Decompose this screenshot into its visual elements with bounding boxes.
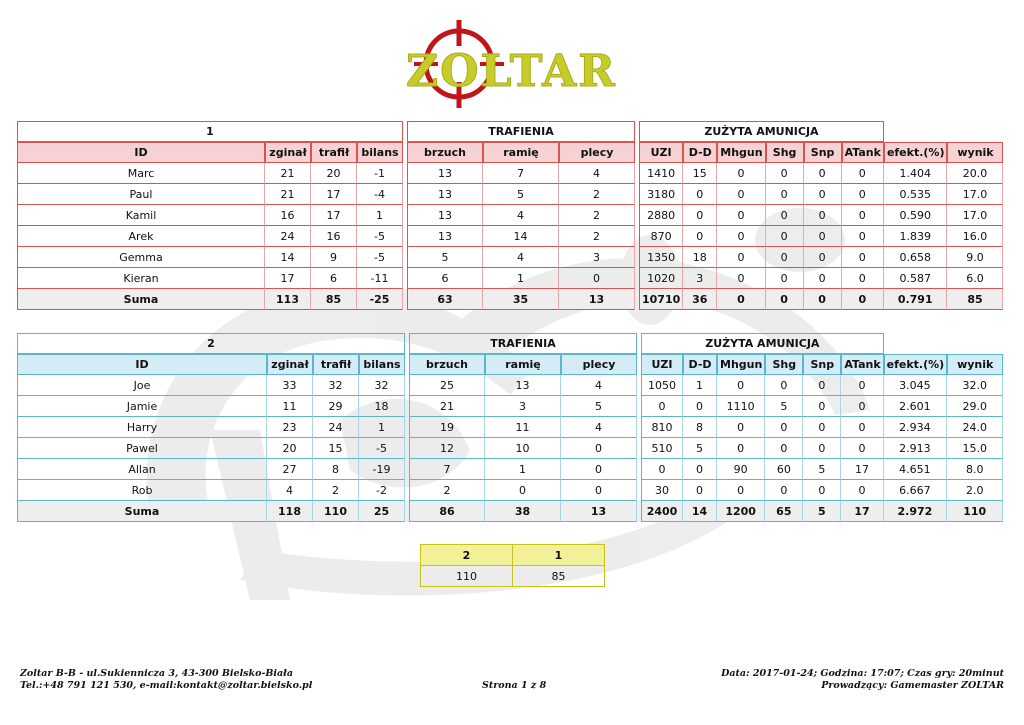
stat-cell: 2880: [639, 205, 683, 226]
logo-wordmark: ZOLTAR: [406, 46, 617, 97]
stat-cell: 0: [641, 459, 683, 480]
stat-cell: 0: [804, 289, 842, 310]
stat-cell: 21: [409, 396, 485, 417]
column-header: Mhgun: [717, 142, 765, 163]
player-name: Rob: [17, 480, 267, 501]
table-row: [17, 480, 1003, 501]
stat-cell: 1350: [639, 247, 683, 268]
stat-cell: 24: [265, 226, 311, 247]
stat-cell: 0: [804, 205, 842, 226]
stat-cell: 6.0: [947, 268, 1003, 289]
stat-cell: 1: [683, 375, 717, 396]
table-row: [17, 184, 1003, 205]
stat-cell: 85: [947, 289, 1003, 310]
table-row: [17, 268, 1003, 289]
stat-cell: 0: [717, 268, 765, 289]
column-header: trafił: [313, 354, 359, 375]
table-caption-row: [17, 121, 1003, 142]
stat-cell: 13: [407, 226, 483, 247]
stat-cell: 0: [717, 375, 765, 396]
stat-cell: 0: [641, 396, 683, 417]
table-header-row: [17, 354, 1003, 375]
column-header: ATank: [842, 142, 884, 163]
stat-cell: 0: [766, 268, 804, 289]
column-header: wynik: [947, 354, 1003, 375]
stat-cell: 0: [766, 247, 804, 268]
stat-cell: 0: [683, 226, 717, 247]
stat-cell: 3: [683, 268, 717, 289]
stat-cell: 0: [842, 226, 884, 247]
table-row: [17, 396, 1003, 417]
stat-cell: 3.045: [884, 375, 948, 396]
stat-cell: 5: [407, 247, 483, 268]
stat-cell: 0: [683, 459, 717, 480]
table-row: [17, 247, 1003, 268]
stat-cell: 7: [483, 163, 559, 184]
column-header: Shg: [766, 142, 804, 163]
stat-cell: 8: [313, 459, 359, 480]
stat-cell: 18: [683, 247, 717, 268]
stat-cell: -4: [357, 184, 403, 205]
stat-cell: 24.0: [947, 417, 1003, 438]
stat-cell: 35: [483, 289, 559, 310]
stat-cell: 0: [803, 438, 841, 459]
ammo-caption: ZUŻYTA AMUNICJA: [641, 333, 884, 354]
stat-cell: 0.587: [884, 268, 948, 289]
player-name: Paul: [17, 184, 265, 205]
stat-cell: 0: [717, 289, 765, 310]
stat-cell: 1050: [641, 375, 683, 396]
stat-cell: 0: [765, 480, 803, 501]
stat-cell: 13: [561, 501, 637, 522]
footer-address: Zoltar B-B - ul.Sukiennicza 3, 43-300 Bielsko-Biała: [20, 668, 293, 679]
stat-cell: 5: [803, 459, 841, 480]
table-row: [17, 417, 1003, 438]
stat-cell: 0.791: [884, 289, 948, 310]
stat-cell: 2: [559, 205, 635, 226]
stat-cell: 0: [717, 480, 765, 501]
player-name: Harry: [17, 417, 267, 438]
column-header: plecy: [559, 142, 635, 163]
column-header: UZI: [639, 142, 683, 163]
column-header: D-D: [683, 354, 717, 375]
stat-cell: 13: [559, 289, 635, 310]
stat-cell: 0: [765, 417, 803, 438]
stat-cell: 0: [683, 205, 717, 226]
stat-cell: 2.913: [884, 438, 948, 459]
player-name: Pawel: [17, 438, 267, 459]
stat-cell: 38: [485, 501, 561, 522]
stat-cell: 0: [766, 163, 804, 184]
stat-cell: 4: [483, 205, 559, 226]
stat-cell: 10: [485, 438, 561, 459]
player-name: Kieran: [17, 268, 265, 289]
team-1-table: [17, 121, 1003, 310]
stat-cell: 85: [311, 289, 357, 310]
stat-cell: 0: [717, 163, 765, 184]
stat-cell: -5: [357, 247, 403, 268]
hits-caption: TRAFIENIA: [407, 121, 635, 142]
stat-cell: -5: [357, 226, 403, 247]
stat-cell: 0: [842, 184, 884, 205]
stat-cell: 0: [717, 184, 765, 205]
column-header: zginał: [265, 142, 311, 163]
stat-cell: 86: [409, 501, 485, 522]
stat-cell: 20: [311, 163, 357, 184]
stat-cell: 1: [357, 205, 403, 226]
stat-cell: 32: [313, 375, 359, 396]
stat-cell: 8.0: [947, 459, 1003, 480]
team-caption: 1: [17, 121, 403, 142]
column-header: wynik: [947, 142, 1003, 163]
stat-cell: 1410: [639, 163, 683, 184]
stat-cell: 25: [409, 375, 485, 396]
stat-cell: 0: [842, 289, 884, 310]
stat-cell: 25: [359, 501, 405, 522]
stat-cell: 4: [483, 247, 559, 268]
stat-cell: 30: [641, 480, 683, 501]
stat-cell: 0: [842, 268, 884, 289]
stat-cell: 27: [267, 459, 313, 480]
stat-cell: 0: [717, 438, 765, 459]
stat-cell: 0: [804, 247, 842, 268]
stat-cell: 0: [766, 289, 804, 310]
stat-cell: 7: [409, 459, 485, 480]
column-header: efekt.(%): [884, 354, 948, 375]
stat-cell: 20.0: [947, 163, 1003, 184]
stat-cell: 1110: [717, 396, 765, 417]
stat-cell: 20: [267, 438, 313, 459]
stat-cell: 1200: [717, 501, 765, 522]
footer-host: Prowadzący: Gamemaster ZOLTAR: [821, 680, 1004, 691]
stat-cell: 13: [407, 184, 483, 205]
stat-cell: 0: [803, 396, 841, 417]
stat-cell: 0: [717, 226, 765, 247]
stat-cell: 2400: [641, 501, 683, 522]
stat-cell: 0: [803, 417, 841, 438]
stat-cell: 9.0: [947, 247, 1003, 268]
column-header: brzuch: [407, 142, 483, 163]
stat-cell: 13: [485, 375, 561, 396]
column-header: zginał: [267, 354, 313, 375]
stat-cell: 0: [804, 268, 842, 289]
player-name: Jamie: [17, 396, 267, 417]
ammo-caption: ZUŻYTA AMUNICJA: [639, 121, 884, 142]
stat-cell: 32.0: [947, 375, 1003, 396]
summary-team-2-header: 2: [421, 545, 513, 566]
stat-cell: 0: [717, 247, 765, 268]
stat-cell: 0: [841, 375, 883, 396]
stat-cell: 19: [409, 417, 485, 438]
stat-cell: 17: [841, 459, 883, 480]
column-header: UZI: [641, 354, 683, 375]
column-header: D-D: [683, 142, 717, 163]
stat-cell: 32: [359, 375, 405, 396]
stat-cell: 4: [561, 417, 637, 438]
player-name: Arek: [17, 226, 265, 247]
stat-cell: 0: [841, 396, 883, 417]
stat-cell: 17: [841, 501, 883, 522]
stat-cell: 17.0: [947, 184, 1003, 205]
stat-cell: 14: [483, 226, 559, 247]
stat-cell: 33: [267, 375, 313, 396]
stat-cell: 0: [485, 480, 561, 501]
stat-cell: 63: [407, 289, 483, 310]
stat-cell: 3: [559, 247, 635, 268]
sum-row: [17, 501, 1003, 522]
table-row: [17, 226, 1003, 247]
final-score-table: [420, 544, 605, 587]
stat-cell: 0: [765, 438, 803, 459]
stat-cell: 9: [311, 247, 357, 268]
stat-cell: 1: [483, 268, 559, 289]
stat-cell: 0: [561, 438, 637, 459]
stat-cell: 0: [841, 480, 883, 501]
stat-cell: 0: [683, 184, 717, 205]
stat-cell: 60: [765, 459, 803, 480]
stat-cell: 10710: [639, 289, 683, 310]
stat-cell: 5: [765, 396, 803, 417]
stat-cell: 0: [841, 417, 883, 438]
stat-cell: 5: [483, 184, 559, 205]
stat-cell: 0: [717, 417, 765, 438]
stat-cell: 4.651: [884, 459, 948, 480]
stat-cell: 0: [765, 375, 803, 396]
stat-cell: 3: [485, 396, 561, 417]
stat-cell: 2: [313, 480, 359, 501]
column-header: Snp: [804, 142, 842, 163]
stat-cell: 0: [803, 480, 841, 501]
player-name: Marc: [17, 163, 265, 184]
footer-page-number: Strona 1 z 8: [482, 680, 547, 691]
stat-cell: 0: [683, 396, 717, 417]
stat-cell: 0: [561, 480, 637, 501]
stat-cell: 0: [841, 438, 883, 459]
stat-cell: 0: [804, 184, 842, 205]
column-header: ramię: [483, 142, 559, 163]
column-header: ID: [17, 142, 265, 163]
player-name: Allan: [17, 459, 267, 480]
stat-cell: 2.601: [884, 396, 948, 417]
player-name: Gemma: [17, 247, 265, 268]
column-header: plecy: [561, 354, 637, 375]
stat-cell: 0: [842, 247, 884, 268]
stat-cell: 110: [947, 501, 1003, 522]
stat-cell: 1: [359, 417, 405, 438]
column-header: efekt.(%): [884, 142, 948, 163]
column-header: Shg: [765, 354, 803, 375]
summary-team-1-header: 1: [513, 545, 605, 566]
stat-cell: 23: [267, 417, 313, 438]
stat-cell: -11: [357, 268, 403, 289]
stat-cell: 65: [765, 501, 803, 522]
stat-cell: 4: [559, 163, 635, 184]
stat-cell: 5: [803, 501, 841, 522]
team-2-table: [17, 333, 1003, 522]
stat-cell: 15.0: [947, 438, 1003, 459]
summary-team-2-score: 110: [421, 566, 513, 587]
stat-cell: 110: [313, 501, 359, 522]
column-header: bilans: [357, 142, 403, 163]
stat-cell: 1020: [639, 268, 683, 289]
stat-cell: 2.934: [884, 417, 948, 438]
table-row: [17, 375, 1003, 396]
stat-cell: 6: [311, 268, 357, 289]
table-row: [17, 163, 1003, 184]
footer-datetime: Data: 2017-01-24; Godzina: 17:07; Czas gry: 20minut: [721, 668, 1004, 679]
column-header: brzuch: [409, 354, 485, 375]
column-header: ATank: [841, 354, 883, 375]
stat-cell: 2.972: [884, 501, 948, 522]
stat-cell: 0.590: [884, 205, 948, 226]
stat-cell: 0: [766, 226, 804, 247]
column-header: bilans: [359, 354, 405, 375]
stat-cell: 90: [717, 459, 765, 480]
player-name: Suma: [17, 289, 265, 310]
zoltar-logo: [400, 18, 630, 110]
stat-cell: 16: [311, 226, 357, 247]
player-name: Kamil: [17, 205, 265, 226]
stat-cell: 0: [766, 205, 804, 226]
stat-cell: -1: [357, 163, 403, 184]
column-header: Snp: [803, 354, 841, 375]
table-caption-row: [17, 333, 1003, 354]
stat-cell: -5: [359, 438, 405, 459]
sum-row: [17, 289, 1003, 310]
stat-cell: 2: [409, 480, 485, 501]
player-name: Suma: [17, 501, 267, 522]
stat-cell: 810: [641, 417, 683, 438]
stat-cell: 4: [561, 375, 637, 396]
table-row: [17, 205, 1003, 226]
stat-cell: 13: [407, 205, 483, 226]
stat-cell: 36: [683, 289, 717, 310]
stat-cell: 29: [313, 396, 359, 417]
stat-cell: 15: [683, 163, 717, 184]
stat-cell: 1.839: [884, 226, 948, 247]
stat-cell: 16: [265, 205, 311, 226]
stat-cell: 0: [717, 205, 765, 226]
stat-cell: 0: [804, 226, 842, 247]
stat-cell: 14: [683, 501, 717, 522]
stat-cell: 0.658: [884, 247, 948, 268]
footer-contact: Tel.:+48 791 121 530, e-mail:kontakt@zoltar.bielsko.pl: [20, 680, 313, 691]
team-caption: 2: [17, 333, 405, 354]
stat-cell: 18: [359, 396, 405, 417]
column-header: ramię: [485, 354, 561, 375]
stat-cell: 0: [842, 205, 884, 226]
stat-cell: 24: [313, 417, 359, 438]
stat-cell: 6: [407, 268, 483, 289]
table-row: [17, 459, 1003, 480]
column-header: trafił: [311, 142, 357, 163]
stat-cell: 118: [267, 501, 313, 522]
stat-cell: 0: [803, 375, 841, 396]
stat-cell: 15: [313, 438, 359, 459]
stat-cell: 13: [407, 163, 483, 184]
hits-caption: TRAFIENIA: [409, 333, 637, 354]
stat-cell: 5: [683, 438, 717, 459]
stat-cell: -19: [359, 459, 405, 480]
stat-cell: 113: [265, 289, 311, 310]
stat-cell: 1.404: [884, 163, 948, 184]
stat-cell: 12: [409, 438, 485, 459]
stat-cell: -25: [357, 289, 403, 310]
stat-cell: 0: [683, 480, 717, 501]
stat-cell: 8: [683, 417, 717, 438]
stat-cell: 11: [485, 417, 561, 438]
table-header-row: [17, 142, 1003, 163]
stat-cell: 16.0: [947, 226, 1003, 247]
stat-cell: 3180: [639, 184, 683, 205]
stat-cell: 0: [561, 459, 637, 480]
stat-cell: 21: [265, 184, 311, 205]
stat-cell: 2: [559, 226, 635, 247]
stat-cell: 17: [265, 268, 311, 289]
stat-cell: 1: [485, 459, 561, 480]
stat-cell: 21: [265, 163, 311, 184]
player-name: Joe: [17, 375, 267, 396]
stat-cell: 0: [559, 268, 635, 289]
stat-cell: 29.0: [947, 396, 1003, 417]
summary-team-1-score: 85: [513, 566, 605, 587]
stat-cell: 2: [559, 184, 635, 205]
stat-cell: 5: [561, 396, 637, 417]
stat-cell: 4: [267, 480, 313, 501]
stat-cell: 0: [804, 163, 842, 184]
stat-cell: 11: [267, 396, 313, 417]
stat-cell: 0.535: [884, 184, 948, 205]
column-header: Mhgun: [717, 354, 765, 375]
stat-cell: 0: [766, 184, 804, 205]
stat-cell: 2.0: [947, 480, 1003, 501]
column-header: ID: [17, 354, 267, 375]
stat-cell: 0: [842, 163, 884, 184]
stat-cell: 510: [641, 438, 683, 459]
table-row: [17, 438, 1003, 459]
stat-cell: 17.0: [947, 205, 1003, 226]
stat-cell: -2: [359, 480, 405, 501]
stat-cell: 870: [639, 226, 683, 247]
stat-cell: 17: [311, 184, 357, 205]
stat-cell: 6.667: [884, 480, 948, 501]
stat-cell: 14: [265, 247, 311, 268]
stat-cell: 17: [311, 205, 357, 226]
